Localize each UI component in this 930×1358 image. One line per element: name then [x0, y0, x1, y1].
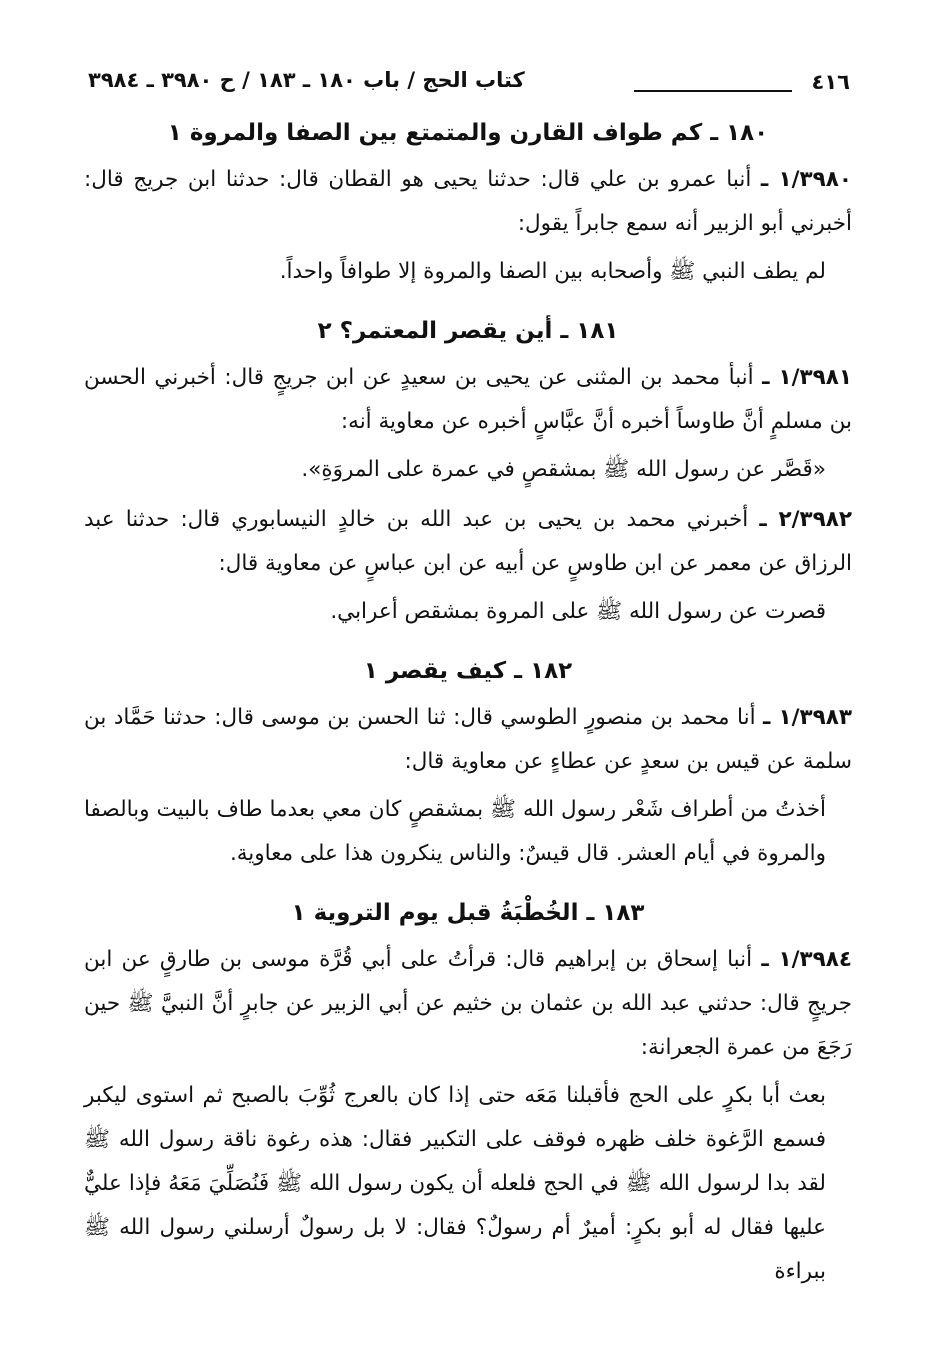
isnad-text: أنا محمد بن منصورٍ الطوسي قال: ثنا الحسن بن موسى قال: حدثنا حَمَّاد بن سلمة عن قيس بن سعدٍ عن عطاءٍ عن معاوية قال:	[84, 705, 852, 774]
hadith-number: ١/٣٩٨٤ ـ	[761, 947, 852, 972]
hadith-number: ١/٣٩٨١ ـ	[762, 365, 852, 390]
hadith-matn: «قَصَّر عن رسول الله ﷺ بمشقصٍ في عمرة على المروَةِ».	[301, 457, 826, 482]
hadith-matn: قصرت عن رسول الله ﷺ على المروة بمشقص أعرابي.	[330, 599, 826, 624]
isnad-text: أنبا إسحاق بن إبراهيم قال: قرأتُ على أبي قُرَّة موسى بن طارقٍ عن ابن جريجٍ قال: حدثني عبد الله بن عثمان بن خثيم عن أبي الزبير عن جابرٍ أنَّ النبيَّ ﷺ حين رَجَعَ من عمرة الجعرانة:	[84, 947, 852, 1060]
hadith-isnad	[84, 498, 852, 586]
hadith-matn: لم يطف النبي ﷺ وأصحابه بين الصفا والمروة إلا طوافاً واحداً.	[279, 259, 826, 284]
header-rule	[634, 90, 792, 92]
hadith-isnad	[84, 696, 852, 784]
hadith-isnad	[84, 938, 852, 1070]
hadith-matn: أخذتُ من أطراف شَعْر رسول الله ﷺ بمشقصٍ كان معي بعدما طاف بالبيت وبالصفا والمروة في أيام العشر. قال قيسٌ: والناس ينكرون هذا على معاوية.	[84, 797, 826, 866]
chapter-heading: ١٨١ ـ أين يقصر المعتمر؟ ٢	[317, 318, 619, 344]
hadith-number: ١/٣٩٨٠ ـ	[760, 167, 852, 192]
page-content	[84, 112, 852, 1300]
hadith-isnad	[84, 158, 852, 246]
hadith-isnad	[84, 356, 852, 444]
running-title: كتاب الحج / باب ١٨٠ ـ ١٨٣ / ح ٣٩٨٠ ـ ٣٩٨٤	[88, 68, 525, 92]
chapter-heading: ١٨٠ ـ كم طواف القارن والمتمتع بين الصفا والمروة ١	[167, 120, 769, 146]
isnad-text: أنبأ محمد بن المثنى عن يحيى بن سعيدٍ عن ابن جريجٍ قال: أخبرني الحسن بن مسلمٍ أنَّ طاوساً أخبره أنَّ عبَّاسٍ أخبره عن معاوية أنه:	[84, 365, 852, 434]
hadith-number: ١/٣٩٨٣ ـ	[763, 705, 852, 730]
chapter-heading: ١٨٢ ـ كيف يقصر ١	[363, 658, 573, 684]
page-header	[88, 64, 850, 104]
isnad-text: أخبرني محمد بن يحيى بن عبد الله بن خالدٍ النيسابوري قال: حدثنا عبد الرزاق عن معمر عن ابن طاوسٍ عن أبيه عن ابن عباسٍ عن معاوية قال:	[84, 507, 852, 576]
hadith-matn: بعث أبا بكرٍ على الحج فأقبلنا مَعَه حتى إذا كان بالعرج ثُوِّبَ بالصبح ثم استوى ليكبر فسمع الرَّغوة خلف ظهره فوقف على التكبير فقال: هذه رغوة ناقة رسول الله ﷺ لقد بدا لرسول الله ﷺ في الحج فلعله أن يكون رسول الله ﷺ فَنُصَلِّيَ مَعَهُ فإذا عليٌّ عليها فقال له أبو بكرٍ: أميرٌ أم رسولٌ؟ فقال: لا بل رسولٌ أرسلني رسول الله ﷺ ببراءة	[84, 1083, 826, 1284]
page-number: ٤١٦	[811, 70, 850, 94]
hadith-number: ٢/٣٩٨٢ ـ	[759, 507, 852, 532]
isnad-text: أنبا عمرو بن علي قال: حدثنا يحيى هو القطان قال: حدثنا ابن جريج قال: أخبرني أبو الزبير أنه سمع جابراً يقول:	[84, 167, 852, 236]
chapter-heading: ١٨٣ ـ الخُطْبَةُ قبل يوم التروية ١	[291, 900, 645, 926]
